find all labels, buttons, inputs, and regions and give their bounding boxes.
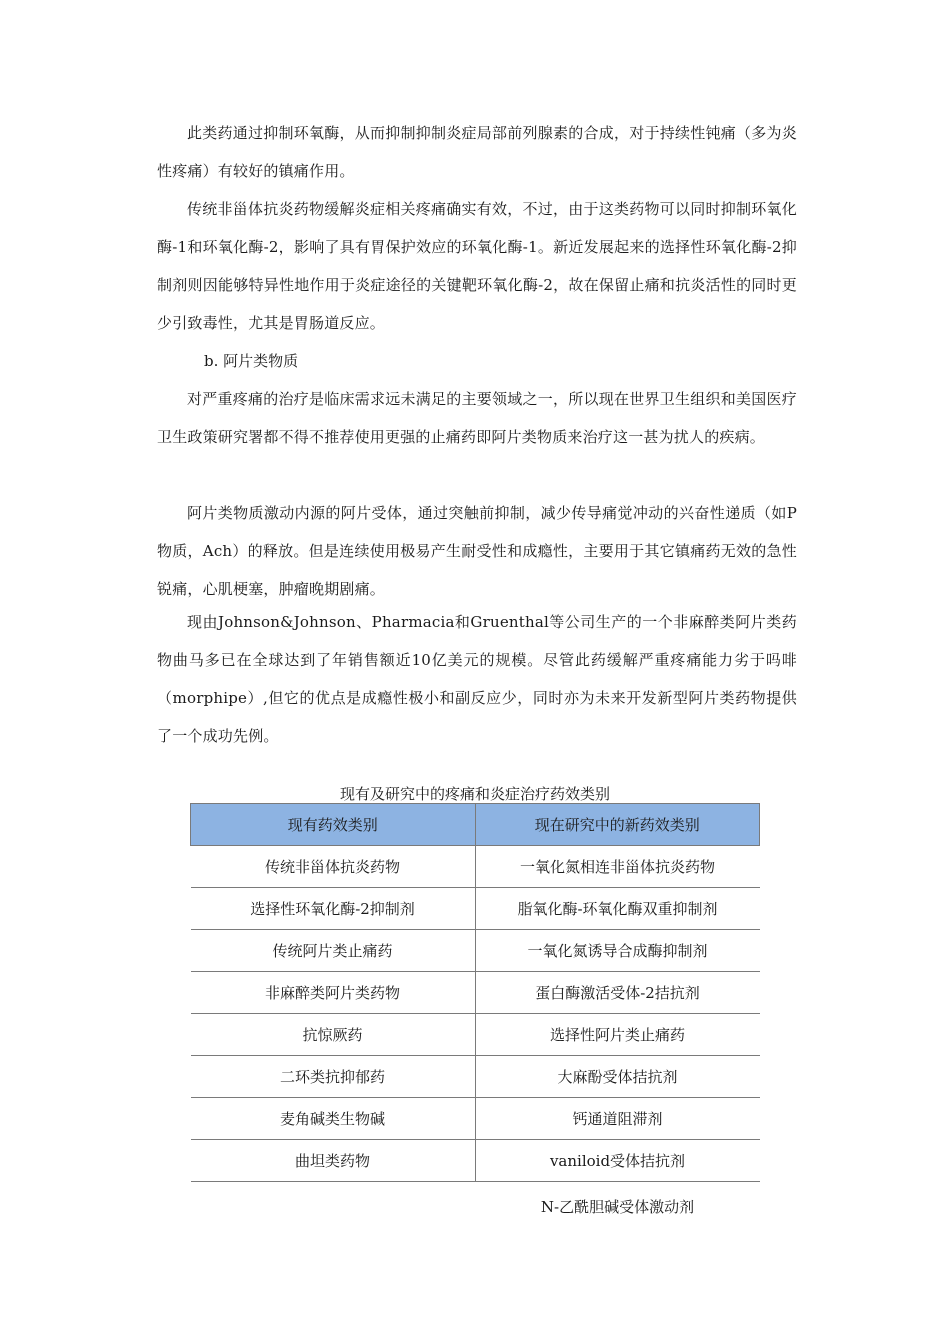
paragraph-severe-pain: 对严重疼痛的治疗是临床需求远未满足的主要领域之一，所以现在世界卫生组织和美国医疗卫生政策研究署都不得不推荐使用更强的止痛药即阿片类物质来治疗这一甚为扰人的疾病。 <box>157 390 797 446</box>
table-row <box>191 1140 760 1182</box>
cell-new: 一氧化氮诱导合成酶抑制剂 <box>475 930 760 972</box>
table-row <box>191 846 760 888</box>
paragraph-cox2-inhibitors: 传统非甾体抗炎药物缓解炎症相关疼痛确实有效，不过，由于这类药物可以同时抑制环氧化酶-1和环氧化酶-2，影响了具有胃保护效应的环氧化酶-1。新近发展起来的选择性环氧化酶-2抑制剂则因能够特异性地作用于炎症途径的关键靶环氧化酶-2，故在保留止痛和抗炎活性的同时更少引致毒性，尤其是胃肠道反应。 <box>157 200 797 332</box>
cell-current: 非麻醉类阿片类药物 <box>191 972 476 1014</box>
cell-new: 蛋白酶激活受体-2拮抗剂 <box>475 972 760 1014</box>
section-heading-opioids: b. 阿片类物质 <box>204 352 299 370</box>
paragraph-opioid-mechanism: 阿片类物质激动内源的阿片受体，通过突触前抑制，减少传导痛觉冲动的兴奋性递质（如P物质，Ach）的释放。但是连续使用极易产生耐受性和成瘾性，主要用于其它镇痛药无效的急性锐痛，心肌梗塞，肿瘤晚期剧痛。 <box>157 504 797 598</box>
paragraph-nsaid-mechanism: 此类药通过抑制环氧酶，从而抑制抑制炎症局部前列腺素的合成，对于持续性钝痛（多为炎性疼痛）有较好的镇痛作用。 <box>157 124 797 180</box>
table-overflow-item: N-乙酰胆碱受体激动剂 <box>540 1198 695 1216</box>
table-row <box>191 888 760 930</box>
table-row <box>191 1056 760 1098</box>
cell-new: 大麻酚受体拮抗剂 <box>475 1056 760 1098</box>
table-header-row <box>191 804 760 846</box>
cell-new: 钙通道阻滞剂 <box>475 1098 760 1140</box>
cell-current: 曲坦类药物 <box>191 1140 476 1182</box>
cell-new: 选择性阿片类止痛药 <box>475 1014 760 1056</box>
cell-new: 脂氧化酶-环氧化酶双重抑制剂 <box>475 888 760 930</box>
cell-new: vaniloid受体拮抗剂 <box>475 1140 760 1182</box>
table-row <box>191 1098 760 1140</box>
paragraph-tramadol: 现由Johnson&Johnson、Pharmacia和Gruenthal等公司生产的一个非麻醉类阿片类药物曲马多已在全球达到了年销售额近10亿美元的规模。尽管此药缓解严重疼痛能力劣于吗啡（morphipe）,但它的优点是成瘾性极小和副反应少，同时亦为未来开发新型阿片类药物提供了一个成功先例。 <box>157 613 797 745</box>
cell-current: 传统非甾体抗炎药物 <box>191 846 476 888</box>
cell-current: 麦角碱类生物碱 <box>191 1098 476 1140</box>
table-caption: 现有及研究中的疼痛和炎症治疗药效类别 <box>339 785 610 803</box>
cell-current: 抗惊厥药 <box>191 1014 476 1056</box>
cell-current: 二环类抗抑郁药 <box>191 1056 476 1098</box>
cell-current: 选择性环氧化酶-2抑制剂 <box>191 888 476 930</box>
table-row <box>191 972 760 1014</box>
header-new-classes: 现在研究中的新药效类别 <box>475 804 760 846</box>
table-row <box>191 930 760 972</box>
table-row <box>191 1014 760 1056</box>
cell-current: 传统阿片类止痛药 <box>191 930 476 972</box>
drug-class-table <box>190 803 760 1182</box>
cell-new: 一氧化氮相连非甾体抗炎药物 <box>475 846 760 888</box>
header-current-classes: 现有药效类别 <box>191 804 476 846</box>
